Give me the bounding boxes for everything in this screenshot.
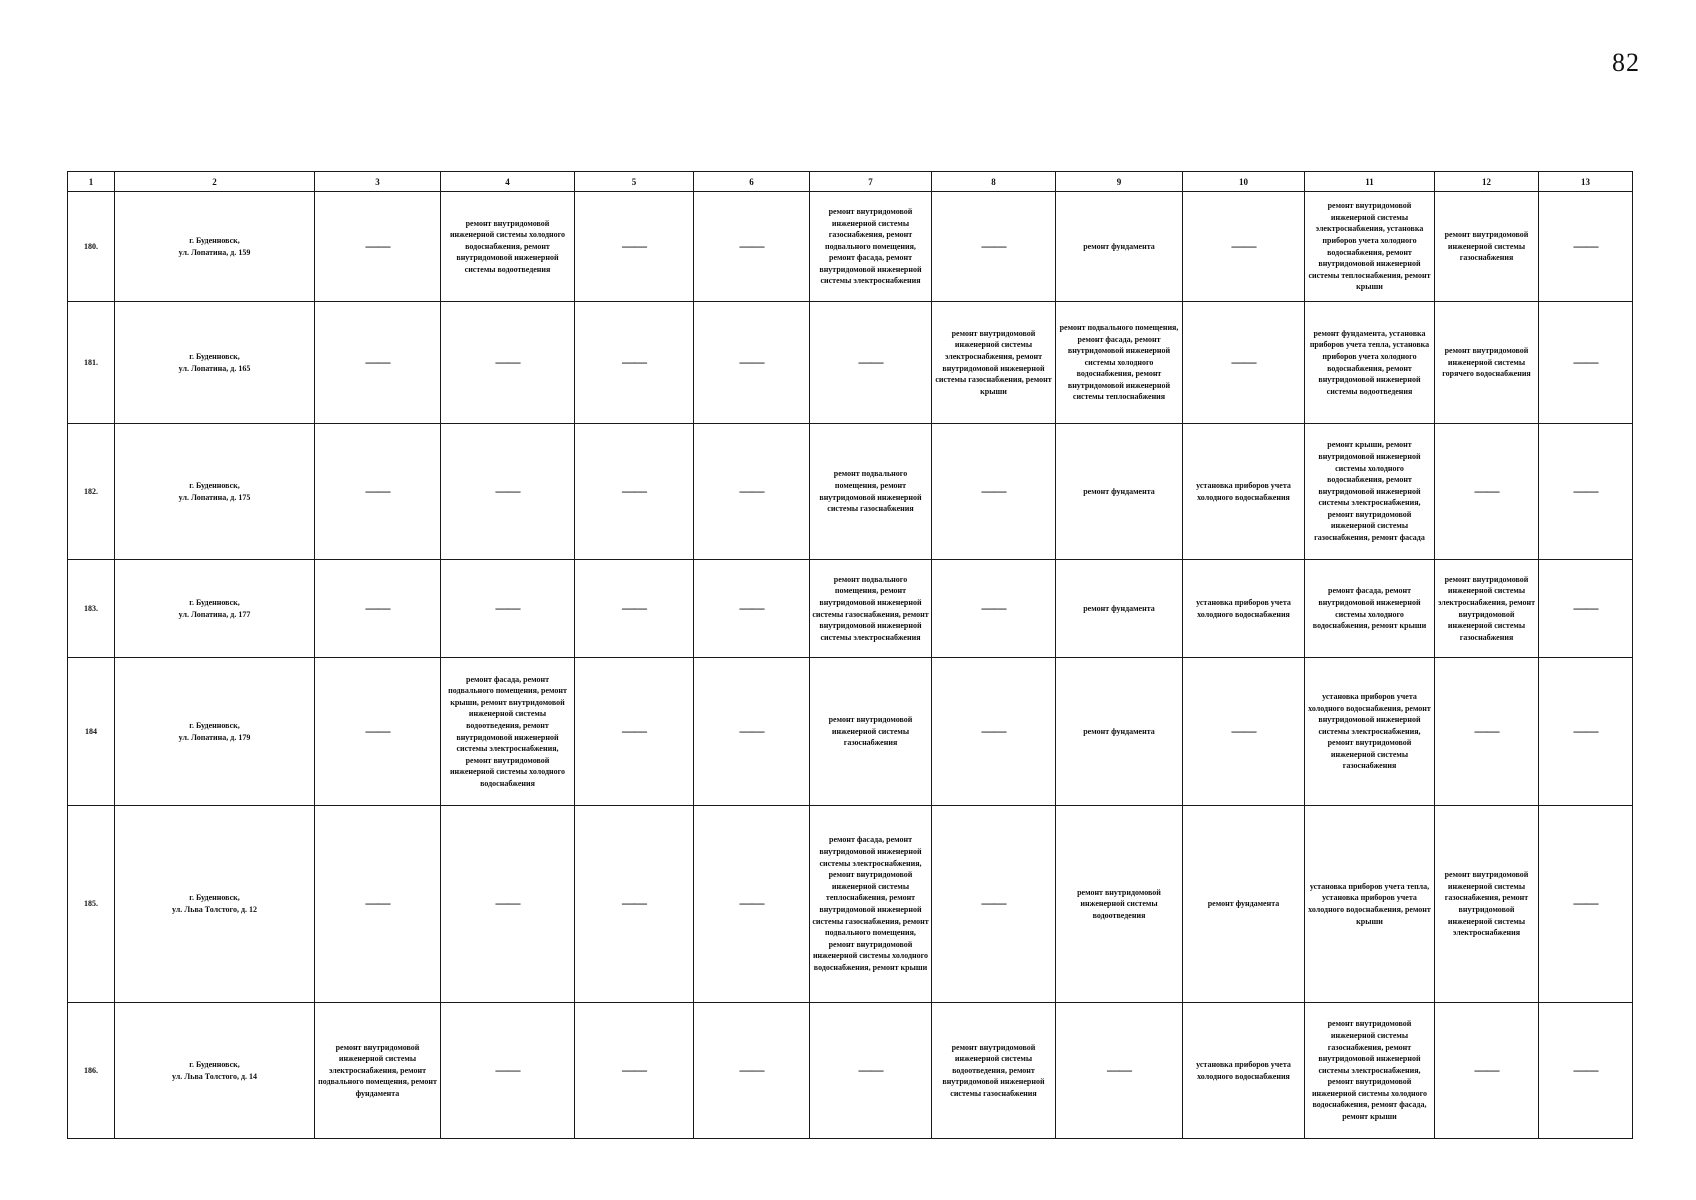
cell-col-7: —— [810,1003,932,1139]
cell-col-9: —— [1056,1003,1183,1139]
cell-col-13: —— [1539,302,1633,424]
address-cell [115,658,315,806]
column-header-1: 1 [68,172,115,192]
cell-col-5: —— [575,560,694,658]
cell-col-11: ремонт крыши, ремонт внутридомовой инженерной системы холодного водоснабжения, ремонт внутридомовой инженерной системы электроснабжения, ремонт внутридомовой инженерной системы газоснабжения, ремонт фасада [1305,424,1435,560]
cell-col-4: —— [441,560,575,658]
column-header-8: 8 [932,172,1056,192]
cell-col-9: ремонт внутридомовой инженерной системы водоотведения [1056,806,1183,1003]
cell-col-10: установка приборов учета холодного водоснабжения [1183,560,1305,658]
cell-col-4: —— [441,302,575,424]
address-city: г. Буденновск, [189,720,240,730]
cell-col-3: —— [315,424,441,560]
cell-col-3: —— [315,658,441,806]
cell-col-5: —— [575,1003,694,1139]
row-number: 186. [68,1003,115,1139]
cell-col-6: —— [694,302,810,424]
cell-col-4: —— [441,806,575,1003]
column-header-11: 11 [1305,172,1435,192]
cell-col-3: —— [315,560,441,658]
address-city: г. Буденновск, [189,351,240,361]
address-cell [115,560,315,658]
cell-col-13: —— [1539,1003,1633,1139]
cell-col-12: ремонт внутридомовой инженерной системы газоснабжения, ремонт внутридомовой инженерной системы электроснабжения [1435,806,1539,1003]
table-row [68,806,1633,1003]
cell-col-12: —— [1435,424,1539,560]
cell-col-8: —— [932,658,1056,806]
cell-col-10: —— [1183,302,1305,424]
row-number: 185. [68,806,115,1003]
column-header-13: 13 [1539,172,1633,192]
cell-col-5: —— [575,424,694,560]
cell-col-13: —— [1539,806,1633,1003]
cell-col-5: —— [575,658,694,806]
repair-plan-table [67,171,1633,1139]
cell-col-6: —— [694,560,810,658]
cell-col-7: ремонт подвального помещения, ремонт внутридомовой инженерной системы газоснабжения [810,424,932,560]
table-row [68,560,1633,658]
address-cell [115,806,315,1003]
cell-col-4: —— [441,424,575,560]
cell-col-12: ремонт внутридомовой инженерной системы газоснабжения [1435,192,1539,302]
cell-col-7: ремонт внутридомовой инженерной системы газоснабжения, ремонт подвального помещения, ремонт фасада, ремонт внутридомовой инженерной системы электроснабжения [810,192,932,302]
address-city: г. Буденновск, [189,893,240,903]
cell-col-12: ремонт внутридомовой инженерной системы электроснабжения, ремонт внутридомовой инженерной системы газоснабжения [1435,560,1539,658]
cell-col-6: —— [694,806,810,1003]
cell-col-3: —— [315,192,441,302]
address-street: ул. Льва Толстого, д. 14 [171,1071,257,1081]
row-number: 182. [68,424,115,560]
cell-col-4: ремонт фасада, ремонт подвального помещения, ремонт крыши, ремонт внутридомовой инженерной системы водоотведения, ремонт внутридомовой инженерной системы электроснабжения, ремонт внутридомовой инженерной системы холодного водоснабжения [441,658,575,806]
address-street: ул. Лопатина, д. 175 [178,492,251,502]
cell-col-4: —— [441,1003,575,1139]
table-row [68,302,1633,424]
cell-col-9: ремонт фундамента [1056,658,1183,806]
cell-col-13: —— [1539,560,1633,658]
cell-col-8: —— [932,192,1056,302]
cell-col-9: ремонт фундамента [1056,424,1183,560]
cell-col-7: ремонт фасада, ремонт внутридомовой инженерной системы электроснабжения, ремонт внутридомовой инженерной системы теплоснабжения, ремонт внутридомовой инженерной системы газоснабжения, ремонт подвального помещения, ремонт внутридомовой инженерной системы холодного водоснабжения, ремонт крыши [810,806,932,1003]
row-number: 180. [68,192,115,302]
cell-col-3: —— [315,806,441,1003]
cell-col-8: ремонт внутридомовой инженерной системы электроснабжения, ремонт внутридомовой инженерной системы газоснабжения, ремонт крыши [932,302,1056,424]
cell-col-6: —— [694,424,810,560]
cell-col-7: —— [810,302,932,424]
page-number: 82 [1612,48,1640,77]
cell-col-6: —— [694,658,810,806]
table-row [68,192,1633,302]
cell-col-11: ремонт внутридомовой инженерной системы газоснабжения, ремонт внутридомовой инженерной системы электроснабжения, ремонт внутридомовой инженерной системы холодного водоснабжения, ремонт фасада, ремонт крыши [1305,1003,1435,1139]
cell-col-7: ремонт подвального помещения, ремонт внутридомовой инженерной системы газоснабжения, ремонт внутридомовой инженерной системы электроснабжения [810,560,932,658]
cell-col-10: установка приборов учета холодного водоснабжения [1183,424,1305,560]
address-street: ул. Лопатина, д. 179 [178,732,251,742]
header-row [68,172,1633,192]
cell-col-5: —— [575,806,694,1003]
address-city: г. Буденновск, [189,235,240,245]
column-header-10: 10 [1183,172,1305,192]
column-header-12: 12 [1435,172,1539,192]
cell-col-11: установка приборов учета холодного водоснабжения, ремонт внутридомовой инженерной системы электроснабжения, ремонт внутридомовой инженерной системы газоснабжения [1305,658,1435,806]
cell-col-11: ремонт фундамента, установка приборов учета тепла, установка приборов учета холодного водоснабжения, ремонт внутридомовой инженерной системы водоотведения [1305,302,1435,424]
cell-col-4: ремонт внутридомовой инженерной системы холодного водоснабжения, ремонт внутридомовой инженерной системы водоотведения [441,192,575,302]
cell-col-3: —— [315,302,441,424]
cell-col-3: ремонт внутридомовой инженерной системы электроснабжения, ремонт подвального помещения, ремонт фундамента [315,1003,441,1139]
cell-col-13: —— [1539,424,1633,560]
address-cell [115,192,315,302]
column-header-4: 4 [441,172,575,192]
column-header-3: 3 [315,172,441,192]
cell-col-9: ремонт фундамента [1056,560,1183,658]
cell-col-10: —— [1183,192,1305,302]
address-street: ул. Лопатина, д. 177 [178,609,251,619]
address-street: ул. Лопатина, д. 165 [178,363,251,373]
cell-col-5: —— [575,192,694,302]
column-header-6: 6 [694,172,810,192]
cell-col-8: —— [932,806,1056,1003]
address-street: ул. Лопатина, д. 159 [178,247,251,257]
cell-col-13: —— [1539,192,1633,302]
cell-col-11: установка приборов учета тепла, установка приборов учета холодного водоснабжения, ремонт крыши [1305,806,1435,1003]
address-street: ул. Льва Толстого, д. 12 [171,905,257,914]
column-header-5: 5 [575,172,694,192]
cell-col-12: —— [1435,1003,1539,1139]
column-header-7: 7 [810,172,932,192]
cell-col-8: —— [932,560,1056,658]
cell-col-11: ремонт внутридомовой инженерной системы электроснабжения, установка приборов учета холодного водоснабжения, ремонт внутридомовой инженерной системы теплоснабжения, ремонт крыши [1305,192,1435,302]
cell-col-11: ремонт фасада, ремонт внутридомовой инженерной системы холодного водоснабжения, ремонт крыши [1305,560,1435,658]
address-city: г. Буденновск, [189,597,240,607]
cell-col-9: ремонт фундамента [1056,192,1183,302]
cell-col-8: ремонт внутридомовой инженерной системы водоотведения, ремонт внутридомовой инженерной системы газоснабжения [932,1003,1056,1139]
table-row [68,1003,1633,1139]
cell-col-10: ремонт фундамента [1183,806,1305,1003]
column-header-2: 2 [115,172,315,192]
cell-col-12: —— [1435,658,1539,806]
cell-col-5: —— [575,302,694,424]
address-cell [115,302,315,424]
cell-col-8: —— [932,424,1056,560]
row-number: 184 [68,658,115,806]
address-cell [115,424,315,560]
cell-col-9: ремонт подвального помещения, ремонт фасада, ремонт внутридомовой инженерной системы холодного водоснабжения, ремонт внутридомовой инженерной системы теплоснабжения [1056,302,1183,424]
table-row [68,424,1633,560]
cell-col-10: установка приборов учета холодного водоснабжения [1183,1003,1305,1139]
cell-col-7: ремонт внутридомовой инженерной системы газоснабжения [810,658,932,806]
address-city: г. Буденновск, [189,1059,240,1069]
cell-col-10: —— [1183,658,1305,806]
table-row [68,658,1633,806]
row-number: 181. [68,302,115,424]
cell-col-13: —— [1539,658,1633,806]
cell-col-12: ремонт внутридомовой инженерной системы горячего водоснабжения [1435,302,1539,424]
address-city: г. Буденновск, [189,480,240,490]
address-cell [115,1003,315,1139]
row-number: 183. [68,560,115,658]
cell-col-6: —— [694,1003,810,1139]
cell-col-6: —— [694,192,810,302]
column-header-9: 9 [1056,172,1183,192]
